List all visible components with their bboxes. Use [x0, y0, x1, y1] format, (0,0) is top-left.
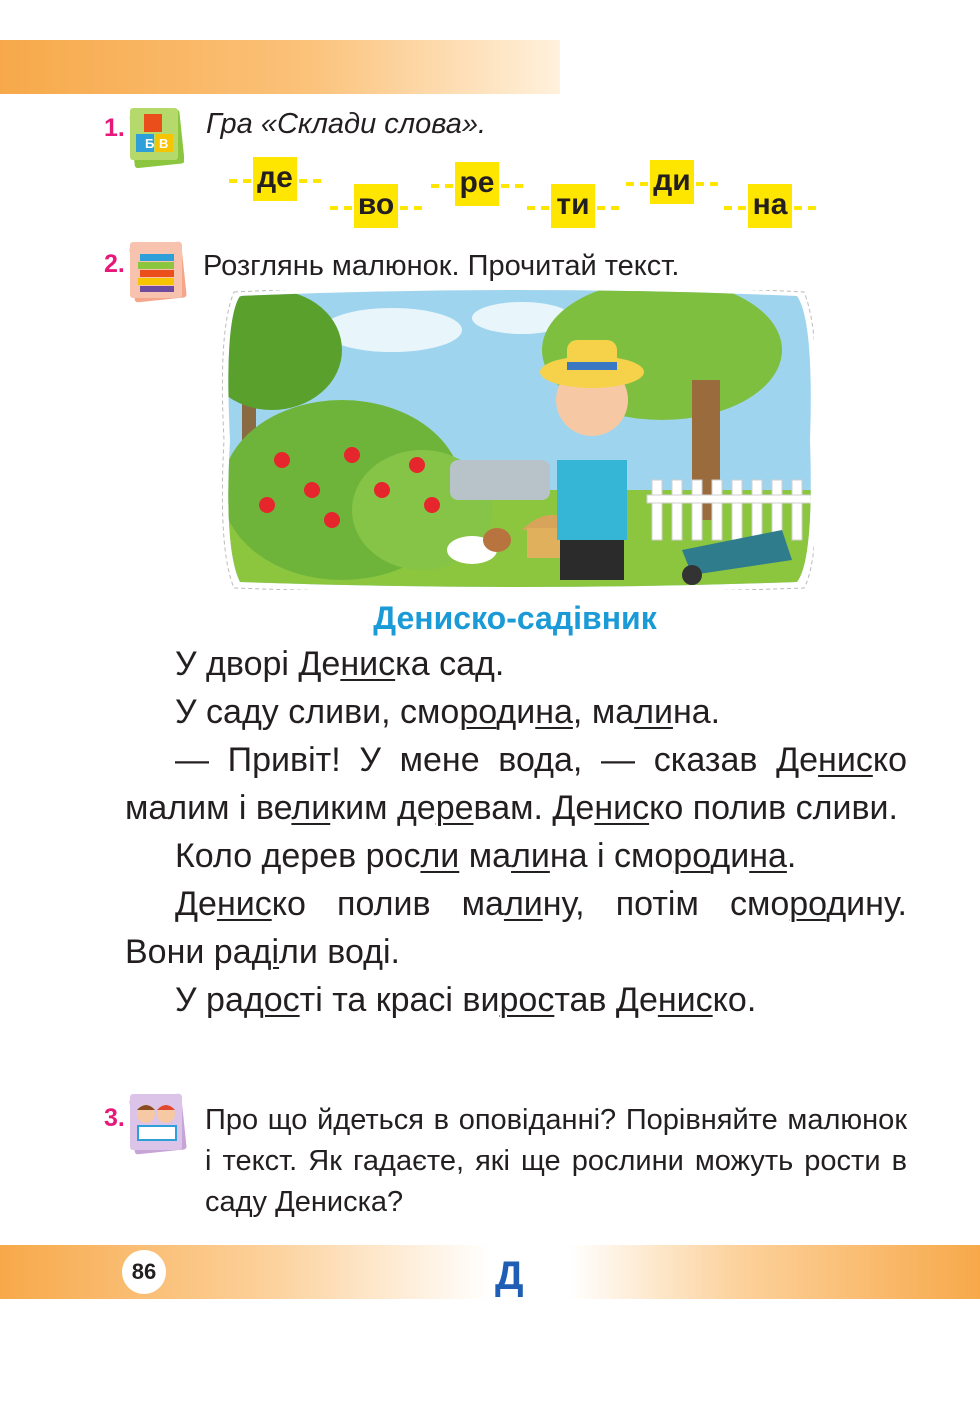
books-stack-icon — [128, 240, 184, 296]
underlined-syllable: ро — [789, 885, 827, 923]
abc-blocks-icon — [128, 106, 184, 162]
footer-letter: Д — [495, 1254, 524, 1298]
story-text-run: ті та красі ви — [299, 981, 500, 1019]
syllable-card: ре — [455, 162, 499, 206]
task-1-title: Гра «Склади слова». — [206, 108, 487, 140]
syllable-card: во — [354, 184, 398, 228]
syllable-card: ти — [551, 184, 595, 228]
story-text-run: дину. Вони ра — [125, 885, 907, 971]
underlined-syllable: нис — [818, 741, 873, 779]
story-text-run: Де — [175, 885, 217, 923]
underlined-syllable: ро — [673, 837, 711, 875]
story-paragraph — [125, 880, 907, 976]
task-3-number: 3. — [104, 1104, 125, 1132]
underlined-syllable: ли — [511, 837, 550, 875]
underlined-syllable: на — [749, 837, 787, 875]
header-band — [0, 40, 560, 94]
story-title: Дениско-садівник — [373, 600, 657, 636]
underlined-syllable: ді — [251, 933, 280, 971]
syllable-card: де — [253, 157, 297, 201]
underlined-syllable: нис — [216, 885, 272, 923]
boy-watering-garden-illustration — [222, 290, 814, 590]
task-2-title: Розглянь малюнок. Прочитай текст. — [203, 250, 680, 282]
reading-children-icon — [128, 1092, 184, 1148]
underlined-syllable: ли — [420, 837, 460, 875]
story-text-run: , ма — [572, 693, 635, 731]
story-text — [125, 640, 907, 1024]
underlined-syllable: рос — [499, 981, 555, 1019]
story-paragraph — [125, 640, 907, 688]
story-paragraph — [125, 736, 907, 832]
story-text-run: У саду сливи, смо — [175, 693, 460, 731]
underlined-syllable: нис — [594, 789, 650, 827]
story-text-run: Коло дерев рос — [175, 837, 421, 875]
underlined-syllable: ли — [634, 693, 673, 731]
svg-text:Б: Б — [145, 136, 155, 151]
story-text-run: ма — [459, 837, 512, 875]
task-2-number: 2. — [104, 250, 125, 278]
page-number: 86 — [122, 1250, 166, 1294]
story-text-run: на. — [672, 693, 721, 731]
story-text-run: ко малим і ве — [125, 741, 907, 827]
svg-text:В: В — [159, 136, 169, 151]
story-text-run: . — [786, 837, 797, 875]
story-text-run: ли воді. — [279, 933, 400, 971]
story-text-run: ну, потім смо — [542, 885, 790, 923]
underlined-syllable: ро — [459, 693, 497, 731]
story-text-run: ко полив ма — [271, 885, 504, 923]
underlined-syllable: ре — [435, 789, 474, 827]
syllable-card: ди — [650, 160, 694, 204]
story-text-run: ди — [496, 693, 536, 731]
story-text-run: — Привіт! У мене вода, — сказав Де — [175, 741, 819, 779]
syllable-card: на — [748, 184, 792, 228]
story-text-run: ким де — [330, 789, 436, 827]
story-paragraph — [125, 976, 907, 1024]
story-paragraph — [125, 688, 907, 736]
underlined-syllable: нис — [340, 645, 396, 683]
story-text-run: на і смо — [549, 837, 674, 875]
underlined-syllable: нис — [657, 981, 713, 1019]
story-text-run: У дворі Де — [175, 645, 341, 683]
underlined-syllable: ли — [291, 789, 331, 827]
story-text-run: ко полив сливи. — [649, 789, 898, 827]
story-text-run: ди — [710, 837, 750, 875]
story-text-run: ка сад. — [395, 645, 505, 683]
story-text-run: ко. — [712, 981, 757, 1019]
underlined-syllable: ли — [503, 885, 543, 923]
underlined-syllable: на — [535, 693, 573, 731]
story-paragraph — [125, 832, 907, 880]
story-text-run: У ра — [175, 981, 244, 1019]
task-3-text: Про що йдеться в оповіданні? Порівняйте малюнок і текст. Як гадаєте, які ще рослини можуть рости в саду Дениска? — [205, 1104, 907, 1218]
story-text-run: тав Де — [554, 981, 658, 1019]
story-text-run: вам. Де — [473, 789, 595, 827]
underlined-syllable: дос — [243, 981, 300, 1019]
task-1-number: 1. — [104, 114, 125, 142]
